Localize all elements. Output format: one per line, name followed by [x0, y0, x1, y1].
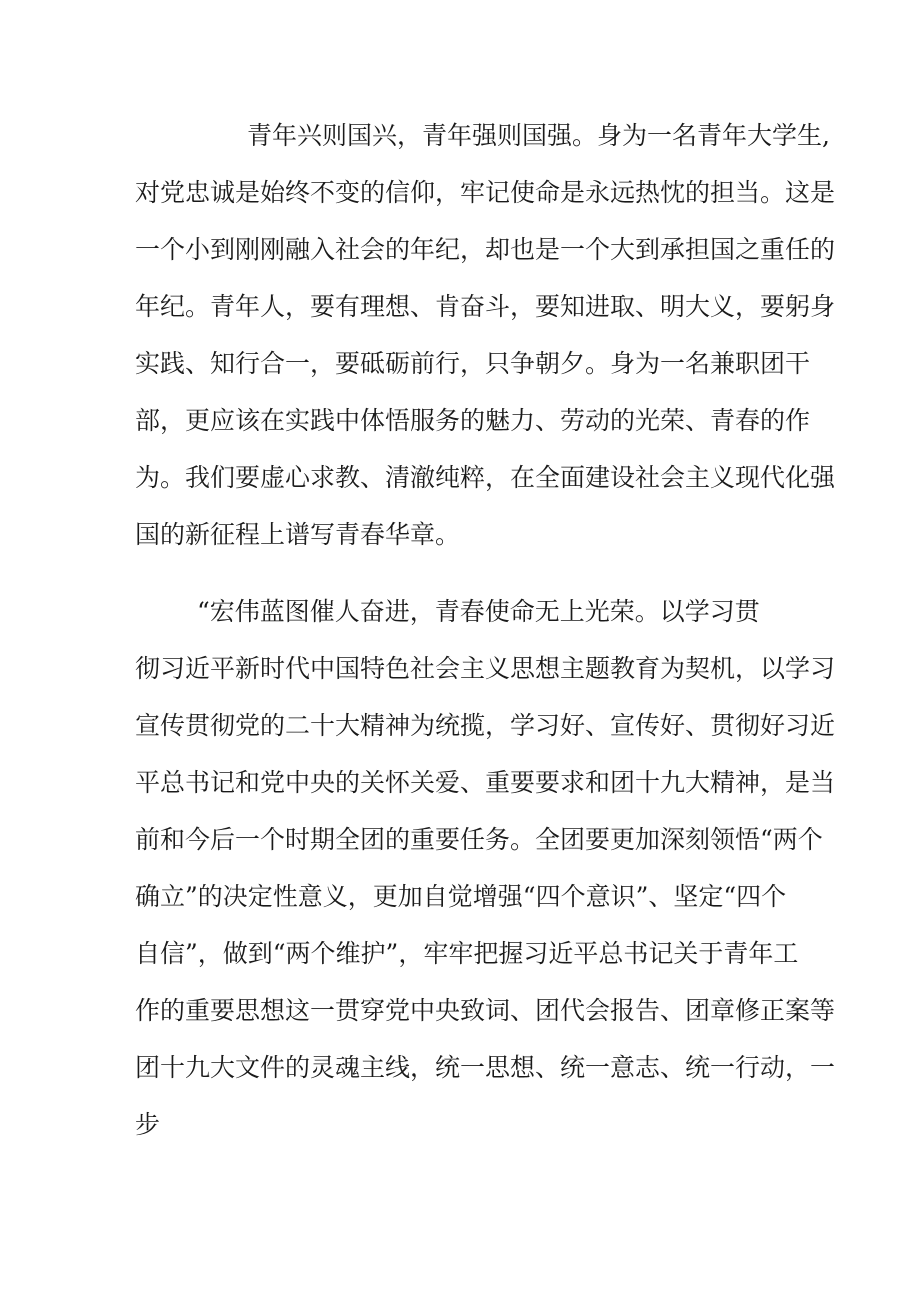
paragraph-line: 国的新征程上谱写青春华章。 — [135, 520, 461, 549]
paragraph-line: 自信”，做到“两个维护”，牢牢把握习近平总书记关于青年工 — [135, 939, 799, 968]
paragraph-line: 宣传贯彻党的二十大精神为统揽，学习好、宣传好、贯彻好习近 — [135, 711, 836, 740]
paragraph-line: 作的重要思想这一贯穿党中央致词、团代会报告、团章修正案等 — [135, 996, 836, 1025]
paragraph-line: 确立”的决定性意义，更加自觉增强“四个意识”、坚定“四个 — [135, 882, 787, 911]
paragraph-line: 部，更应该在实践中体悟服务的魅力、劳动的光荣、青春的作 — [135, 406, 811, 435]
paragraph-line: 彻习近平新时代中国特色社会主义思想主题教育为契机，以学习 — [135, 654, 836, 683]
paragraph-line: 实践、知行合一，要砥砺前行，只争朝夕。身为一名兼职团干 — [135, 349, 811, 378]
paragraph-line: 一个小到刚刚融入社会的年纪，却也是一个大到承担国之重任的 — [135, 235, 836, 264]
paragraph-line: “宏伟蓝图催人奋进，青春使命无上光荣。以学习贯 — [197, 597, 760, 626]
paragraph-line: 前和今后一个时期全团的重要任务。全团要更加深刻领悟“两个 — [135, 825, 823, 854]
paragraph-line: 青年兴则国兴，青年强则国强。身为一名青年大学生, — [247, 121, 830, 150]
paragraph-line: 对党忠诚是始终不变的信仰，牢记使命是永远热忱的担当。这是 — [135, 178, 836, 207]
paragraph-line: 为。我们要虚心求教、清澈纯粹，在全面建设社会主义现代化强 — [135, 463, 836, 492]
paragraph-line: 平总书记和党中央的关怀关爱、重要要求和团十九大精神，是当 — [135, 768, 836, 797]
paragraph-line: 团十九大文件的灵魂主线，统一思想、统一意志、统一行动，一 — [135, 1053, 836, 1082]
paragraph-line: 年纪。青年人，要有理想、肯奋斗，要知进取、明大义，要躬身 — [135, 292, 836, 321]
paragraph-line: 步 — [135, 1110, 161, 1139]
